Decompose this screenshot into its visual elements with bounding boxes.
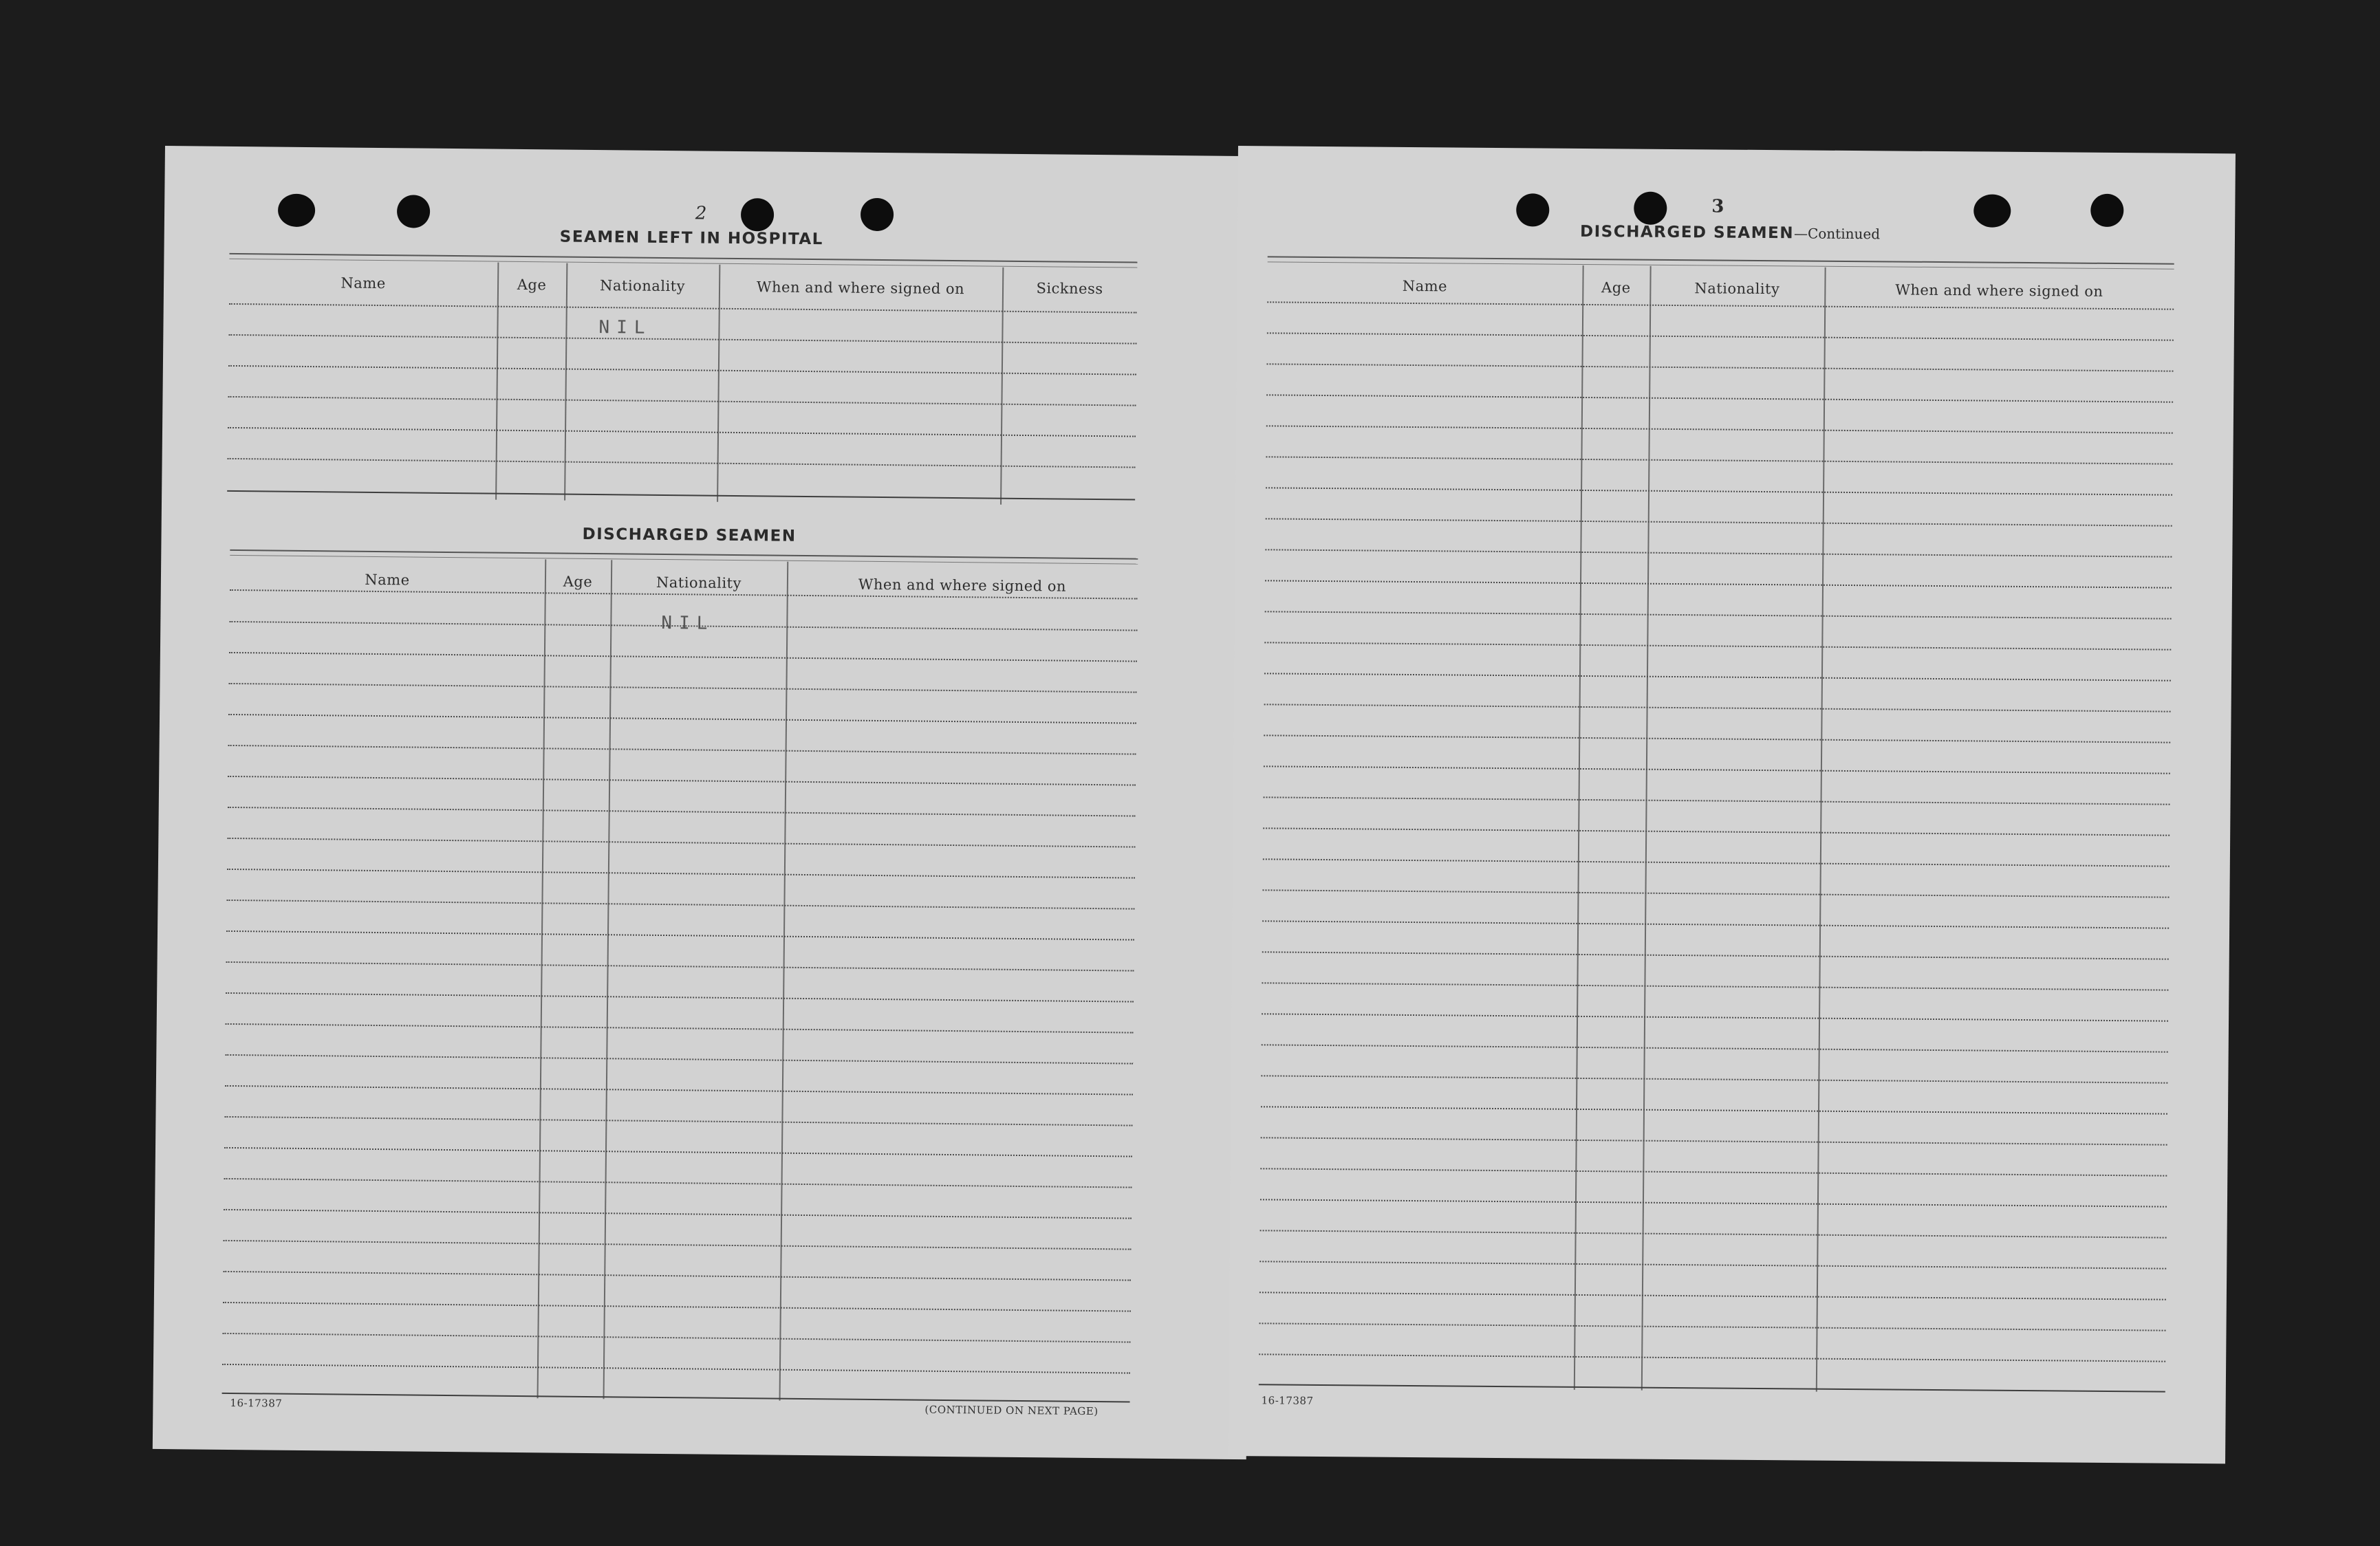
column-header-name: Name <box>340 274 386 292</box>
punch-hole <box>861 198 894 231</box>
punch-hole <box>397 195 430 228</box>
column-header-nationality: Nationality <box>1694 280 1780 298</box>
form-number: 16-17387 <box>230 1396 283 1410</box>
column-header-age: Age <box>517 276 547 294</box>
column-header-nationality: Nationality <box>656 574 742 592</box>
column-header-when-where: When and where signed on <box>1895 281 2103 300</box>
punch-hole <box>1634 192 1667 225</box>
title-text: DISCHARGED SEAMEN <box>1579 222 1795 243</box>
continued-note: (CONTINUED ON NEXT PAGE) <box>924 1403 1099 1418</box>
page-number: 3 <box>1711 196 1724 217</box>
column-header-name: Name <box>1402 277 1448 295</box>
punch-hole <box>1973 194 2011 227</box>
right-page <box>1228 146 2236 1463</box>
column-header-sickness: Sickness <box>1036 280 1103 298</box>
punch-hole <box>278 194 315 228</box>
page-number: 2 <box>695 203 707 224</box>
column-header-age: Age <box>563 573 593 590</box>
left-page <box>153 146 1259 1459</box>
column-header-age: Age <box>1601 279 1631 296</box>
column-header-when-where: When and where signed on <box>858 576 1067 595</box>
punch-hole <box>1516 193 1549 226</box>
hospital-nil-entry: NIL <box>598 317 652 338</box>
discharged-continued-table <box>1259 256 2174 1394</box>
discharged-table <box>222 549 1138 1404</box>
punch-hole <box>741 198 774 231</box>
title-suffix: —Continued <box>1793 225 1881 243</box>
discharged-nil-entry: NIL <box>661 612 715 634</box>
column-header-name: Name <box>365 571 410 589</box>
punch-hole <box>2090 194 2123 227</box>
discharged-table-title: DISCHARGED SEAMEN <box>582 525 797 545</box>
column-header-when-where: When and where signed on <box>756 279 965 298</box>
hospital-table-title: SEAMEN LEFT IN HOSPITAL <box>559 228 824 249</box>
hospital-table <box>227 253 1137 506</box>
discharged-continued-title <box>1580 223 1880 243</box>
form-number: 16-17387 <box>1261 1394 1314 1407</box>
column-header-nationality: Nationality <box>599 277 686 295</box>
